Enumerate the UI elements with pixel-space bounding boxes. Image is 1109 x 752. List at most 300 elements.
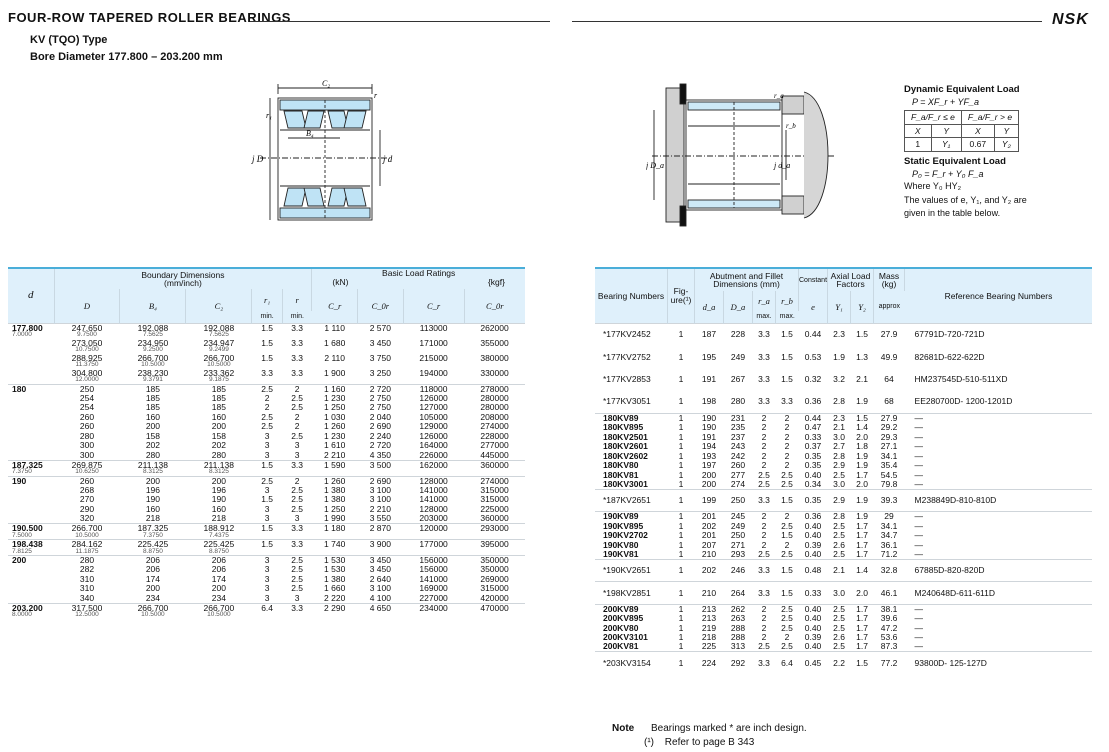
cell-value: 215000 [419,352,448,363]
cell-value: 224 [695,652,724,675]
cell-value: 190 [701,422,717,432]
cell-value: 1 530 [324,564,346,574]
cell-value: 2 [761,530,767,540]
cell [282,323,311,339]
cell-value: 1 260 [324,475,346,486]
notes [612,723,807,734]
cell [54,323,120,339]
cell-value: 2.5 [291,484,304,495]
col-B4: B₄ [120,289,186,323]
cell [252,369,283,385]
table-row [8,460,525,476]
cell-value: 260 [79,475,95,486]
reference-number: 67885D-820-820D [905,559,1092,582]
cell-value: 2.5 [833,469,845,480]
cell-value: 395000 [480,539,509,549]
cell [282,540,311,556]
cell-value: 196 [145,484,161,495]
cell [282,369,311,385]
table-row [595,346,1092,369]
fig-label-Da: j D_a [646,161,664,170]
cell-value: 192.088 [203,322,235,333]
table-row [8,369,525,385]
bearing-number: 200KV3101 [603,632,648,642]
cell-value: 206 [211,564,226,574]
cell-value: 213 [701,613,717,623]
cell-value: 0.47 [804,422,822,432]
fig-label-da: j d_a [774,161,791,170]
cell-value: 2 [776,512,799,522]
cell-value: 195 [701,351,717,362]
cell [358,339,404,354]
cell-value: 218 [701,632,717,642]
bearing-number: *177KV3051 [603,396,651,407]
cell-value: 1.5 [851,323,874,346]
cell-value: 1.5 [261,322,274,333]
cell-value: 225 [701,641,717,652]
bore-d: 198.438 [12,539,43,549]
cell-inch: 9.2500 [142,346,163,353]
axial-header-2: Factors [836,279,865,289]
cell-inch: 10.7500 [75,346,99,353]
cell-value: 228 [724,323,753,346]
cell-value: 200 [211,475,226,486]
cell-value: 3.3 [291,459,304,470]
cell-value: 197 [701,460,717,470]
cell-value: 3 100 [369,484,391,495]
note-ref-page: Refer to page B 343 [664,737,755,748]
page-title: FOUR-ROW TAPERED ROLLER BEARINGS [8,10,291,25]
cell-value: 0.44 [799,323,828,346]
bore-d: 180 [12,383,27,394]
cell-value: 127000 [419,402,448,412]
mass-header: Mass [878,270,900,281]
table-row [8,339,525,354]
cell [358,369,404,385]
cell-d [8,524,54,540]
col-fig-2: ure(¹) [670,294,692,305]
cell [252,603,283,619]
bearing-cross-section-figure [240,76,410,241]
cell-value: 2.5 [291,564,304,574]
cell-value: 68 [884,396,894,407]
cell-value: 269.875 [71,459,103,470]
cell-value: 267 [730,374,746,384]
cell-value: 315000 [480,494,509,504]
cell [186,603,252,619]
table-row [595,489,1092,512]
table-row [595,442,1092,452]
bore-d-inch: 8.0000 [12,611,32,618]
cell-value: 198 [701,396,717,407]
cell-value: 1.7 [856,622,868,633]
cell-value: 2 [294,411,300,422]
reference-number: — [914,422,924,432]
cell [282,339,311,354]
bore-d: 190.500 [12,523,43,533]
cell-value: 1 [678,641,684,652]
cell-value: 105000 [419,411,448,422]
cell-value: 1 260 [324,421,346,431]
cell-value: 262 [724,604,753,614]
cell-value: 160 [211,503,226,514]
cell [358,540,404,556]
cell-value: 2.6 [833,539,845,550]
cell-value: 300 [79,440,95,450]
cell-value: 3.3 [781,396,793,407]
cell-inch: 11.1875 [75,547,99,555]
cell-value: 2.5 [833,530,845,540]
cell [312,594,358,604]
cell-value: 420000 [480,592,509,603]
cell-value: 3.3 [291,337,304,348]
bearing-number: *177KV2752 [603,351,651,362]
table-row [8,603,525,619]
cell-value: 199 [695,489,724,512]
cell-value: 202 [695,559,724,582]
cell-value: 3 450 [369,555,391,565]
cell-value: 185 [211,392,226,403]
cell-value: 3 [264,583,270,593]
cell-value: 292 [724,652,753,675]
cell-value: 206 [145,555,161,565]
cell [120,540,186,556]
cell-value: 36.1 [880,539,898,550]
cell-value: 1.9 [856,396,868,407]
cell-value: 2.5 [781,613,793,623]
cell-value: 233.362 [203,367,235,378]
cell-value: 1.7 [856,469,868,480]
cell-value: 187.325 [137,523,169,533]
cell [186,323,252,339]
cell-value: 278000 [480,383,509,394]
cell-value: 2.0 [856,431,868,442]
cell [282,354,311,369]
bearing-number: 200KV80 [603,622,639,633]
cell-value: 206 [145,564,161,574]
cell-value: 1 [678,548,684,559]
cell [312,460,358,476]
cell-value: 284.162 [71,539,103,549]
cell-value: 202 [701,520,717,531]
cell-value: 1 [678,478,684,489]
cell-value: 38.1 [874,604,905,614]
cell-value: 254 [79,392,95,403]
cell [186,594,252,604]
reference-number: — [914,548,924,559]
cell-value: 118000 [419,383,448,394]
cell-value: 2.5 [833,548,845,559]
cell-value: 0.37 [804,441,822,451]
cell [186,369,252,385]
cell [186,540,252,556]
bore-range: Bore Diameter 177.800 – 203.200 mm [30,51,223,63]
cell-value: 39.6 [880,613,898,623]
cell-value: 293000 [480,523,509,533]
cell-value: 2 720 [369,383,391,394]
fig-label-D: j D [252,154,264,164]
cell-value: 1 [678,632,684,642]
cell-value: 0.40 [804,622,822,633]
cell-value: 1 [668,582,695,605]
bearing-number: 180KV2501 [603,431,648,442]
bore-d-inch: 7.5000 [12,531,32,539]
cell-value: 174 [211,573,226,584]
static-load-formula: P₀ = F_r + Y₀ F_a [912,168,984,179]
cell-value: 1.7 [856,530,868,540]
fig-label-r1: r₁ [266,111,272,120]
cell-value: 2.5 [758,548,770,559]
reference-number: — [914,530,924,540]
cell-value: 250 [79,383,95,394]
cell-value: 1.5 [776,582,799,605]
abutment-header-2: Dimensions (mm) [713,279,780,289]
reference-number: — [914,460,924,470]
cell [120,369,186,385]
cell-value: 2.5 [291,430,304,441]
cell-value: 208000 [480,411,509,422]
cell-value: 1 610 [324,440,346,450]
cell-value: 200 [701,478,717,489]
cell-value: 32.8 [874,559,905,582]
cell-value: 2 [294,421,300,431]
cell-value: 2 [761,431,767,442]
cell-value: 2 690 [369,475,391,486]
cell-value: 1 [668,512,695,522]
cell-value: 274 [730,478,746,489]
fig-label-ra: r_a [774,92,784,100]
cell-value: 156000 [419,564,448,574]
cell-value: 2.9 [833,460,845,470]
cell-inch: 8.3125 [208,468,229,475]
cell-inch: 11.3750 [75,361,99,368]
cell-value: 1 [678,422,684,432]
cell [186,460,252,476]
cell-value: 34.1 [880,520,898,531]
cell-value: 1 [668,413,695,423]
cell-d [8,384,54,394]
cell-value: 3 900 [369,539,391,549]
cell-value: 2 750 [369,402,391,412]
bore-d: 200 [12,555,27,565]
cell-value: 156000 [419,555,448,565]
cell-value: 1.5 [776,489,799,512]
cell-inch: 10.5000 [75,531,99,539]
cell [282,451,311,461]
cell-value: 268 [79,484,95,495]
fig-label-d: j d [383,154,393,164]
cell-value: 0.45 [799,652,828,675]
cell [312,354,358,369]
cell [358,323,404,339]
cell-value: 4 100 [369,592,391,603]
constant-header: Constant [799,269,828,291]
cell-value: 293 [730,548,746,559]
cell-d [8,403,54,413]
cell-value: 2 [761,632,767,642]
cell [186,354,252,369]
cell-value: 2 [761,622,767,633]
cell-value: 219 [701,622,717,633]
col-r-min: min. [282,311,311,323]
cell-value: 2.5 [776,604,799,614]
cell-value: 1.5 [851,413,874,423]
cell-value: 266.700 [203,602,235,613]
cell-value: 206 [211,555,226,565]
cell-inch: 9.2499 [208,346,229,353]
cell-value: 300 [79,449,95,460]
cell-d [8,422,54,432]
cell-value: 2.5 [758,478,770,489]
cell-value: 2 [294,383,300,394]
cell-value: 250 [724,489,753,512]
cell-value: 1.5 [261,539,274,549]
col-D: D [54,289,120,323]
cell-value: 1.5 [851,652,874,675]
cell-value: 34.7 [880,530,898,540]
cell-value: 0.48 [799,559,828,582]
col-e: e [799,291,828,323]
cell [403,540,464,556]
cell-value: 2.5 [291,402,304,412]
cell-value: 1 160 [324,383,346,394]
cell-value: 207 [701,539,717,550]
cell [403,594,464,604]
cell-value: 280 [79,430,95,441]
cell-value: 196 [211,484,226,495]
cell [464,460,525,476]
cell-value: 213 [695,604,724,614]
notes-2 [644,737,754,748]
cell-value: 120000 [419,523,448,533]
cell-value: 1 180 [324,523,346,533]
bearing-number: *190KV2651 [595,559,668,582]
cell-value: 1 110 [324,322,345,333]
cell-value: 185 [211,383,226,394]
cell-value: 190 [211,494,226,504]
cell-value: 0.33 [799,582,828,605]
cell-value: 260 [79,421,95,431]
cell-value: 0.40 [799,604,828,614]
cell-value: 3 [264,503,270,514]
cell-value: 2 570 [369,322,391,333]
cell-value: 29.3 [880,431,898,442]
cell-value: 0.40 [804,469,822,480]
cell-value: 1 250 [324,503,346,514]
reference-number: EE280700D- 1200-1201D [914,396,1013,407]
cell [120,603,186,619]
cell-value: 2.5 [291,583,304,593]
bearing-number: 190KV81 [603,548,639,559]
cell [403,369,464,385]
cell [252,451,283,461]
table-row [8,524,525,540]
cell-value: 2 [753,604,776,614]
cell-value: 2.5 [833,613,845,623]
reference-number: — [914,641,924,652]
note-label: Note [612,723,635,734]
cell-value: 2 [761,539,767,550]
cell-value: 1 530 [324,555,346,565]
cell-value: 2.8 [833,450,845,461]
cell-value: 193 [701,450,717,461]
cell-d [8,556,54,566]
cell-inch: 8.8750 [142,547,163,555]
bearing-number: 180KV895 [603,422,644,432]
cell-value: 190 [695,413,724,423]
reference-number: HM237545D-510-511XD [914,374,1008,384]
cell-inch: 7.4375 [208,531,229,539]
bore-d: 190 [12,475,27,486]
cell-value: 3 [294,449,300,460]
cell-value: 274000 [480,475,509,486]
cell-value: 2 [761,441,767,451]
reference-number: — [914,520,924,531]
cell-value: 2.1 [833,422,845,432]
cell-value: 141000 [419,494,448,504]
cell-value: 34.1 [880,450,898,461]
cell-value: 0.44 [799,413,828,423]
cell [54,460,120,476]
table-row [8,323,525,339]
cell-value: 3 [294,440,300,450]
cell-value: 128000 [419,503,448,514]
cell [282,460,311,476]
cell-value: 0.35 [804,450,822,461]
cell [252,524,283,540]
cell [464,524,525,540]
mass-unit: (kg) [881,279,897,289]
cell [252,354,283,369]
col-Da: D_a [724,291,753,323]
cell-value: 200 [211,583,226,593]
cell-value: 1.9 [856,460,868,470]
cell-value: 129000 [419,421,448,431]
cell [312,540,358,556]
fig-label-r: r [374,91,378,100]
cell [54,603,120,619]
cell-value: 1 380 [324,484,346,495]
cell [312,369,358,385]
cell-value: 1.5 [261,337,274,348]
cell-inch: 12.0000 [75,376,99,383]
cond-gt: F_a/F_r > e [961,111,1018,125]
cell-value: 4 650 [369,602,391,613]
cell-value: 355000 [480,337,509,348]
cell-value: 228000 [480,430,509,441]
table-row [595,368,1092,391]
cell-value: 6.4 [261,602,274,613]
hdr-x1: X [905,124,932,138]
cell-value: 1 [678,520,684,531]
cell-value: 2.5 [833,641,845,652]
cell [312,339,358,354]
bearing-number: 190KV89 [595,512,668,522]
cell-value: 211.138 [137,459,168,470]
bearing-number: *177KV2452 [595,323,668,346]
cell-value: 2 [294,475,300,486]
cell [358,460,404,476]
col-y1: Y₁ [828,291,851,323]
cell-value: 260 [79,411,95,422]
static-load-where: Where Y₀ HY₂ [904,180,962,191]
cell-value: 2 [784,450,790,461]
cell-d [8,505,54,515]
cell-value: 194000 [419,367,448,378]
cell-value: 2.5 [261,411,274,422]
cell-value: 1 [668,489,695,512]
cell-inch: 7.5625 [142,331,163,338]
